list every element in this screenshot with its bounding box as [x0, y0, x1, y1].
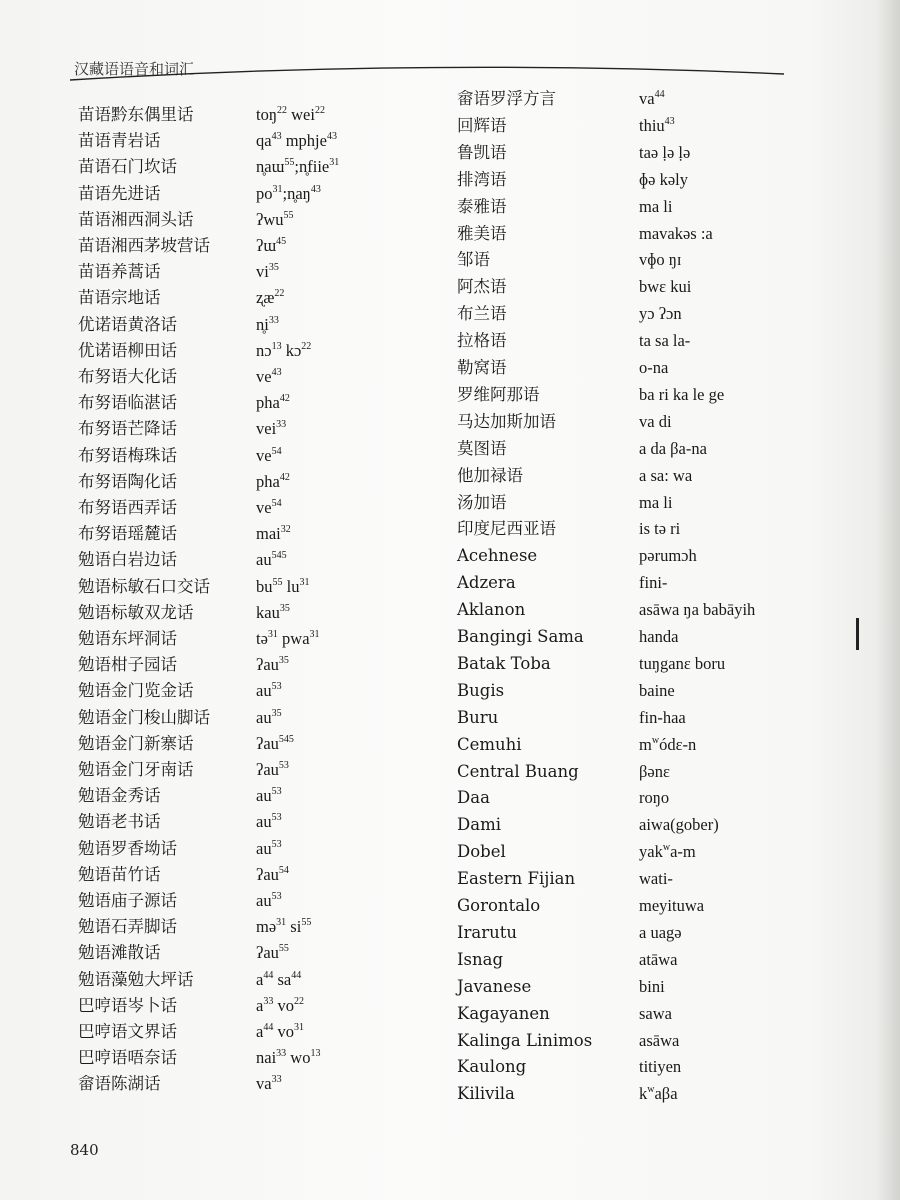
language-name: 布努语瑶麓话: [78, 524, 177, 544]
entry-row: [78, 837, 408, 863]
entry-row: [457, 894, 817, 920]
word-form: vei$^{33}$: [256, 419, 287, 439]
language-name: 布努语西弄话: [78, 498, 177, 517]
word-form: bini: [639, 976, 665, 996]
word-form: mavakəs :a: [639, 223, 713, 243]
language-name: Bugis: [457, 680, 505, 700]
word-form: $ve^{43}$: [256, 367, 282, 386]
entry-row: [78, 103, 408, 129]
entry-row: [78, 444, 408, 470]
entry-row: [457, 383, 817, 409]
word-form: $a^{33}$ $vo^{22}$: [256, 995, 304, 1015]
language-name: 苗语青岩话: [78, 131, 161, 151]
word-form: kau$^{35}$: [256, 602, 290, 622]
language-name: Cemuhi: [457, 734, 522, 754]
language-name: 勒窝语: [457, 358, 507, 377]
language-name: Acehnese: [457, 546, 538, 566]
language-name: 勉语金门梭山脚话: [78, 707, 210, 727]
language-name: 勉语金门新寨话: [78, 733, 194, 753]
word-form: thiu$^{43}$: [639, 115, 675, 135]
language-name: 回辉语: [457, 115, 507, 135]
word-form: fin-haa: [639, 707, 686, 727]
word-form: a da βa-na: [639, 438, 707, 458]
entry-row: [78, 653, 408, 679]
entry-row: [457, 733, 817, 759]
word-form: pərumɔh: [639, 546, 697, 566]
language-name: 鲁凯语: [457, 142, 507, 162]
word-form: meyituwa: [639, 896, 705, 915]
language-name: Gorontalo: [457, 896, 541, 915]
word-form: ʔau$^{35}$: [256, 655, 289, 675]
entry-row: [457, 867, 817, 893]
word-form: $au^{53}$: [256, 786, 282, 806]
word-form: $au^{545}$: [256, 550, 287, 570]
entry-row: [78, 994, 408, 1020]
language-name: 雅美语: [457, 223, 507, 243]
entry-row: [457, 1082, 817, 1108]
language-name: 勉语标敏双龙话: [78, 602, 194, 622]
word-form: titiyen: [639, 1057, 682, 1077]
margin-mark: [856, 618, 859, 650]
language-name: 畲语陈湖话: [78, 1074, 161, 1094]
entry-row: [457, 87, 817, 113]
language-name: 勉语庙子源话: [78, 891, 177, 910]
word-form: mai$^{32}$: [256, 524, 291, 544]
word-form: tuŋganɛ boru: [639, 653, 726, 673]
language-name: 巴哼语文界话: [78, 1022, 177, 1041]
word-form: asāwa ŋa babāyih: [639, 600, 756, 620]
language-name: 莫图语: [457, 438, 507, 458]
word-form: βənɛ: [639, 761, 670, 781]
entry-row: [457, 652, 817, 678]
entry-row: [457, 141, 817, 167]
language-name: 勉语石弄脚话: [78, 917, 177, 937]
language-name: 印度尼西亚语: [457, 519, 556, 539]
language-name: Adzera: [457, 573, 516, 593]
word-form: ʔau$^{53}$: [256, 760, 289, 779]
language-name: 勉语柑子园话: [78, 655, 177, 675]
word-form: $ve^{54}$: [256, 498, 282, 517]
language-name: 汤加语: [457, 492, 507, 512]
entry-row: [78, 679, 408, 705]
language-name: Eastern Fijian: [457, 869, 576, 889]
language-name: 巴哼语岑卜话: [78, 995, 177, 1015]
word-form: a uagə: [639, 922, 682, 942]
entry-row: [78, 391, 408, 417]
word-form: $ve^{54}$: [256, 445, 282, 465]
word-form: $qa^{43}$ mphje$^{43}$: [256, 131, 337, 151]
word-form: ʔau$^{545}$: [256, 733, 294, 753]
word-form: $au^{53}$: [256, 838, 282, 858]
language-name: Batak Toba: [457, 653, 551, 673]
language-name: 苗语宗地话: [78, 288, 161, 308]
entry-row: [457, 248, 817, 274]
word-form: ta sa la-: [639, 331, 691, 351]
word-form: $a^{44}$ $sa^{44}$: [256, 969, 302, 989]
language-name: 勉语东坪洞话: [78, 629, 177, 648]
language-name: 苗语石门坎话: [78, 157, 177, 177]
language-name: 勉语老书话: [78, 812, 161, 832]
word-form: $au^{53}$: [256, 891, 282, 910]
word-form: $vi^{35}$: [256, 262, 279, 282]
language-name: Kagayanen: [457, 1003, 550, 1023]
entry-row: [78, 968, 408, 994]
entry-row: [78, 758, 408, 784]
entry-row: [78, 339, 408, 365]
word-form: $au^{53}$: [256, 812, 282, 832]
entry-row: [78, 863, 408, 889]
entry-row: [78, 941, 408, 967]
language-name: 勉语金门览金话: [78, 681, 194, 701]
entry-row: [78, 417, 408, 443]
entry-row: [457, 517, 817, 543]
word-form: $m^wódɛ-n$: [639, 734, 697, 754]
language-name: 泰雅语: [457, 196, 507, 216]
entry-row: [78, 889, 408, 915]
language-name: 勉语滩散话: [78, 943, 161, 963]
language-name: 布努语临湛话: [78, 393, 177, 413]
language-name: Javanese: [457, 976, 532, 996]
entry-row: [78, 496, 408, 522]
language-name: Aklanon: [457, 600, 526, 620]
entry-row: [457, 1029, 817, 1055]
entry-row: [78, 522, 408, 548]
entry-row: [78, 1072, 408, 1098]
entry-row: [457, 840, 817, 866]
word-form: nai$^{33}$ $wo^{13}$: [256, 1048, 321, 1068]
page-number: 840: [70, 1141, 99, 1159]
word-form: pha$^{42}$: [256, 393, 290, 413]
word-form: $po^{31};n̥aŋ^{43}$: [256, 183, 321, 203]
entry-row: [78, 155, 408, 181]
entry-row: [457, 760, 817, 786]
language-name: 布努语梅珠话: [78, 445, 177, 465]
language-name: Irarutu: [457, 922, 518, 942]
word-form: n̥aɯ$^{55}$;n̥fiie$^{31}$: [256, 157, 340, 177]
entry-row: [457, 921, 817, 947]
word-form: ʔɯ$^{45}$: [256, 236, 287, 255]
word-form: toŋ$^{22}$ wei$^{22}$: [256, 105, 325, 124]
word-form: ʔwu$^{55}$: [256, 209, 294, 229]
word-form: nɔ$^{13}$ kɔ$^{22}$: [256, 340, 312, 360]
entry-row: [457, 302, 817, 328]
word-form: $va^{44}$: [639, 89, 665, 108]
entry-row: [457, 679, 817, 705]
language-name: 阿杰语: [457, 277, 507, 297]
entry-row: [457, 786, 817, 812]
entry-row: [457, 410, 817, 436]
entry-row: [78, 810, 408, 836]
entry-row: [457, 1055, 817, 1081]
language-name: Central Buang: [457, 761, 579, 781]
entry-row: [457, 275, 817, 301]
language-name: 勉语金门牙南话: [78, 760, 194, 779]
entry-row: [457, 706, 817, 732]
language-name: 苗语养蒿话: [78, 262, 161, 282]
entry-row: [457, 356, 817, 382]
running-head: 汉藏语语音和词汇: [74, 60, 195, 78]
word-form: ʔau$^{54}$: [256, 864, 289, 884]
language-name: 苗语湘西茅坡营话: [78, 236, 210, 255]
entry-row: [78, 915, 408, 941]
entry-row: [457, 1002, 817, 1028]
word-form: $n̥i^{33}$: [256, 314, 279, 334]
language-name: 苗语黔东偶里话: [78, 105, 194, 124]
word-form: roŋo: [639, 788, 670, 808]
language-name: Kilivila: [457, 1084, 515, 1104]
word-form: tə$^{31}$ pwa$^{31}$: [256, 629, 320, 648]
entry-row: [78, 129, 408, 155]
word-form: $bu^{55}$ $lu^{31}$: [256, 576, 310, 596]
entry-row: [457, 625, 817, 651]
language-name: 邹语: [457, 250, 490, 270]
entry-row: [78, 732, 408, 758]
language-name: Kaulong: [457, 1057, 527, 1077]
page-edge-shadow: [876, 0, 900, 1200]
language-name: Kalinga Linimos: [457, 1030, 593, 1050]
word-form: ʐæ$^{22}$: [256, 288, 285, 308]
language-name: 苗语先进话: [78, 183, 161, 203]
word-form: aiwa(gober): [639, 815, 719, 835]
word-form: ʔau$^{55}$: [256, 943, 289, 963]
language-name: 优诺语黄洛话: [78, 314, 177, 334]
entry-row: [78, 627, 408, 653]
language-name: 他加禄语: [457, 465, 523, 485]
language-name: 布努语芒降话: [78, 419, 177, 439]
language-name: 勉语罗香坳话: [78, 838, 177, 858]
word-form: yak$^w$a-m: [639, 842, 696, 862]
word-form: $au^{53}$: [256, 681, 282, 701]
entry-row: [78, 260, 408, 286]
language-name: 畲语罗浮方言: [457, 89, 556, 108]
word-form: handa: [639, 627, 679, 646]
language-name: 优诺语柳田话: [78, 340, 177, 360]
language-name: Daa: [457, 788, 490, 808]
entry-row: [78, 286, 408, 312]
language-name: 排湾语: [457, 169, 507, 189]
entry-row: [457, 598, 817, 624]
language-name: 布兰语: [457, 304, 507, 324]
entry-row: [78, 234, 408, 260]
entry-row: [457, 491, 817, 517]
word-form: atāwa: [639, 949, 678, 969]
word-form: ma li: [639, 196, 673, 216]
left-column: [78, 103, 408, 1103]
word-form: asāwa: [639, 1030, 680, 1050]
word-form: mə$^{31}$ $si^{55}$: [256, 917, 312, 937]
entry-row: [78, 470, 408, 496]
word-form: is tə ri: [639, 519, 681, 539]
language-name: 勉语金秀话: [78, 786, 161, 806]
entry-row: [78, 575, 408, 601]
language-name: 勉语标敏石口交话: [78, 576, 210, 596]
entry-row: [78, 208, 408, 234]
language-name: 勉语藻勉大坪话: [78, 969, 194, 989]
entry-row: [78, 365, 408, 391]
word-form: va di: [639, 411, 672, 431]
word-form: bwɛ kui: [639, 277, 692, 297]
entry-row: [78, 1046, 408, 1072]
entry-row: [457, 975, 817, 1001]
word-form: taə ḷə ḷə: [639, 142, 691, 162]
language-name: 马达加斯加语: [457, 411, 556, 431]
language-name: 苗语湘西洞头话: [78, 209, 194, 229]
entry-row: [78, 601, 408, 627]
entry-row: [78, 784, 408, 810]
entry-row: [457, 544, 817, 570]
word-form: sawa: [639, 1003, 672, 1023]
language-name: Isnag: [457, 949, 504, 969]
word-form: pha$^{42}$: [256, 471, 290, 491]
entry-row: [457, 464, 817, 490]
language-name: 罗维阿那语: [457, 384, 540, 404]
language-name: Dobel: [457, 842, 506, 862]
entry-row: [457, 571, 817, 597]
entry-row: [78, 1020, 408, 1046]
entry-row: [457, 168, 817, 194]
entry-row: [457, 114, 817, 140]
language-name: Bangingi Sama: [457, 627, 584, 646]
word-form: wati-: [639, 869, 673, 889]
entry-row: [457, 948, 817, 974]
entry-row: [457, 222, 817, 248]
word-form: ba ri ka le ge: [639, 384, 725, 404]
language-name: 勉语苗竹话: [78, 864, 161, 884]
word-form: $a^{44}$ $vo^{31}$: [256, 1022, 304, 1041]
language-name: 勉语白岩边话: [78, 550, 177, 570]
word-form: o-na: [639, 358, 669, 377]
language-name: 布努语陶化话: [78, 471, 177, 491]
word-form: $va^{33}$: [256, 1074, 282, 1094]
word-form: fini-: [639, 573, 668, 593]
entry-row: [78, 706, 408, 732]
entry-row: [78, 182, 408, 208]
word-form: ɸə kəly: [639, 169, 688, 189]
word-form: $k^wa\beta a$: [639, 1084, 678, 1104]
language-name: Buru: [457, 707, 499, 727]
word-form: $au^{35}$: [256, 707, 282, 727]
language-name: 拉格语: [457, 331, 507, 351]
word-form: ma li: [639, 492, 673, 512]
entry-row: [457, 329, 817, 355]
word-form: baine: [639, 680, 675, 700]
language-name: 布努语大化话: [78, 367, 177, 386]
entry-row: [78, 313, 408, 339]
right-column: [457, 87, 817, 1107]
entry-row: [457, 437, 817, 463]
entry-row: [457, 195, 817, 221]
language-name: Dami: [457, 815, 501, 835]
word-form: a sa: wa: [639, 465, 693, 485]
word-form: yɔ ʔɔn: [639, 304, 682, 324]
word-form: vɸo ŋɪ: [639, 250, 682, 270]
entry-row: [78, 548, 408, 574]
language-name: 巴哼语唔奈话: [78, 1048, 177, 1068]
entry-row: [457, 813, 817, 839]
